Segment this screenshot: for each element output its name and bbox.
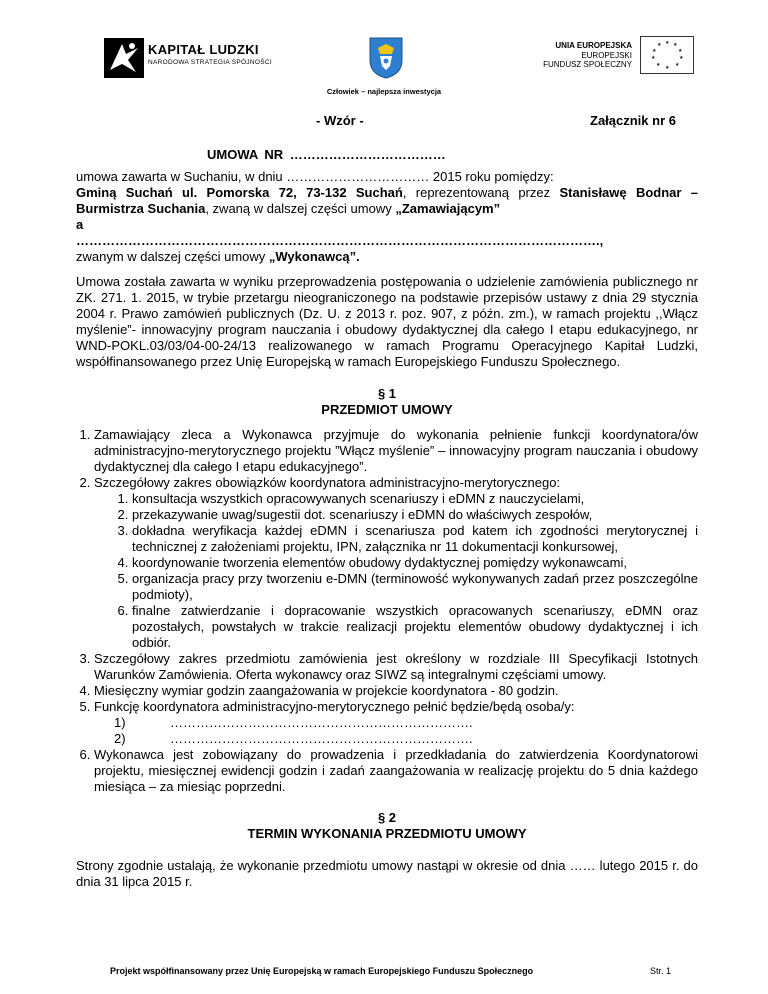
slogan: Człowiek – najlepsza inwestycja — [326, 87, 442, 96]
sublist-item: 6. finalne zatwierdzanie i dopracowanie wszystkich opracowanych scenariuszy, eDMN oraz pozostałych, powstałych w trakcie realizacji projektu elementów obudowy dydaktycznej i ich odbiór. — [132, 603, 698, 651]
eu-flag-icon — [640, 36, 694, 74]
sublist-item: 1. konsultacja wszystkich opracowywanych scenariuszy i eDMN z nauczycielami, — [132, 491, 698, 507]
client-term: „Zamawiającym” — [395, 201, 501, 216]
represented-by: , reprezentowaną przez — [402, 185, 560, 200]
conjunction-a: a — [76, 217, 84, 232]
list-item: 4. Miesięczny wymiar godzin zaangażowania w projekcie koordynatora - 80 godzin. — [94, 683, 698, 699]
person-line-dots: ……………………………………………………………. — [170, 715, 473, 730]
eu-line-3: FUNDUSZ SPOŁECZNY — [543, 60, 632, 69]
document-body — [76, 166, 698, 890]
list-item — [94, 699, 698, 747]
list-item — [94, 475, 698, 651]
person-line-2 — [94, 731, 698, 747]
called-contractor-text: zwanym w dalszej części umowy — [76, 249, 269, 264]
svg-text:★: ★ — [656, 62, 661, 68]
person-line-dots: ……………………………………………………………. — [170, 731, 473, 746]
kapital-ludzki-subtitle: NARODOWA STRATEGIA SPÓJNOŚCI — [148, 59, 272, 66]
eu-caption — [543, 41, 632, 70]
list-item-text: Funkcję koordynatora administracyjno-merytorycznego pełnić będzie/będą osoba/y: — [94, 699, 575, 714]
kapital-ludzki-logo-icon — [104, 38, 144, 78]
person-line-1 — [94, 715, 698, 731]
contractor-line — [76, 249, 698, 265]
svg-text:★: ★ — [657, 42, 662, 48]
sublist-item: 4. koordynowanie tworzenia elementów obudowy dydaktycznej pomiędzy wykonawcami, — [132, 555, 698, 571]
person-line-number: 2) — [114, 731, 126, 746]
sublist-item: 3. dokładna weryfikacja każdej eDMN i scenariusza pod katem ich zgodności merytorycznej i technicznej z założeniami projektu, IPN, załącznika nr 11 dokumentacji konkursowej, — [132, 523, 698, 555]
section-2-text: Strony zgodnie ustalają, że wykonanie przedmiotu umowy nastąpi w okresie od dnia …… lutego 2015 r. do dnia 31 lipca 2015 r. — [76, 858, 698, 889]
footer-text: Projekt współfinansowany przez Unię Europejską w ramach Europejskiego Funduszu Społecznego — [110, 966, 534, 976]
section-2-title: TERMIN WYKONANIA PRZEDMIOTU UMOWY — [247, 826, 527, 841]
svg-text:★: ★ — [679, 55, 684, 61]
person-line-number: 1) — [114, 715, 126, 730]
section-1-title: PRZEDMIOT UMOWY — [321, 402, 453, 417]
sublist-item: 2. przekazywanie uwag/sugestii dot. scenariuszy i eDMN do właściwych zespołów, — [132, 507, 698, 523]
called-text: , zwaną w dalszej części umowy — [205, 201, 396, 216]
svg-text:★: ★ — [665, 65, 670, 71]
section-1-list — [76, 427, 698, 795]
svg-text:★: ★ — [651, 55, 656, 61]
contractor-dots: …………………………………………………………………………………………………………., — [76, 233, 604, 248]
svg-text:★: ★ — [673, 42, 678, 48]
attachment-label: Załącznik nr 6 — [590, 113, 676, 128]
section-2-number: § 2 — [377, 810, 397, 825]
svg-text:★: ★ — [675, 62, 680, 68]
duties-sublist — [94, 491, 698, 651]
parties-paragraph — [76, 185, 698, 217]
eu-line-2: EUROPEJSKI — [581, 50, 632, 60]
kapital-ludzki-title: KAPITAŁ LUDZKI — [148, 42, 259, 57]
list-item: 1. Zamawiający zleca a Wykonawca przyjmuje do wykonania pełnienie funkcji koordynatora/ów administracyjno-merytorycznego projektu ”Włącz myślenie” – innowacyjny program nauczania i obudowy dydaktycznej dla całego I etapu edukacyjnego”. — [94, 427, 698, 475]
contractor-term: „Wykonawcą”. — [268, 249, 360, 264]
page-number: Str. 1 — [650, 966, 672, 976]
gmina-name: Gminą Suchań ul. Pomorska 72, 73-132 Suchań — [76, 185, 403, 200]
sublist-item: 5. organizacja pracy przy tworzeniu e-DMN (terminowość wykonywanych zadań przez poszczególne podmioty), — [132, 571, 698, 603]
section-1-number: § 1 — [377, 386, 397, 401]
wzor-label: - Wzór - — [316, 113, 364, 128]
list-item: 6. Wykonawca jest zobowiązany do prowadzenia i przedkładania do zatwierdzenia Koordynatorowi projektu, miesięcznej ewidencji godzin i zadań zaangażowania w realizację projektu do 5 dnia każdego miesiąca – za miesiąc poprzedni. — [94, 747, 698, 795]
parties-line-1: umowa zawarta w Suchaniu, w dniu …………………………… 2015 roku pomiędzy: — [76, 169, 554, 184]
mayor-name: Stanisławę Bodnar – Burmistrza Suchania — [76, 185, 698, 216]
list-item-text: Szczegółowy zakres obowiązków koordynatora administracyjno-merytorycznego: — [94, 475, 561, 490]
svg-text:★: ★ — [665, 40, 670, 46]
contract-title: UMOWA NR ……………………………… — [207, 147, 446, 162]
svg-text:★: ★ — [678, 48, 683, 54]
list-item: 3. Szczegółowy zakres przedmiotu zamówienia jest określony w rozdziale III Specyfikacji Istotnych Warunków Zamówienia. Oferta wykonawcy oraz SIWZ są integralnymi częściami umowy. — [94, 651, 698, 683]
svg-text:★: ★ — [652, 48, 657, 54]
eu-line-1: UNIA EUROPEJSKA — [555, 41, 632, 50]
gmina-crest-icon — [368, 36, 404, 80]
intro-paragraph: Umowa została zawarta w wyniku przeprowadzenia postępowania o udzielenie zamówienia publicznego nr ZK. 271. 1. 2015, w trybie przetargu nieograniczonego na podstawie przepisów ustawy z dnia 29 stycznia 2004 r. Prawo zamówień publicznych (Dz. U. z 2013 r. poz. 907, z późn. zm.), w ramach projektu ,,Włącz myślenie”- innowacyjny program nauczania i obudowy dydaktycznej dla całego I etapu edukacyjnego, nr WND-POKL.03/03/04-00-24/13 realizowanego w ramach Programu Operacyjnego Kapitał Ludzki, współfinansowanego przez Unię Europejską w ramach Europejskiego Funduszu Społecznego. — [76, 274, 698, 369]
